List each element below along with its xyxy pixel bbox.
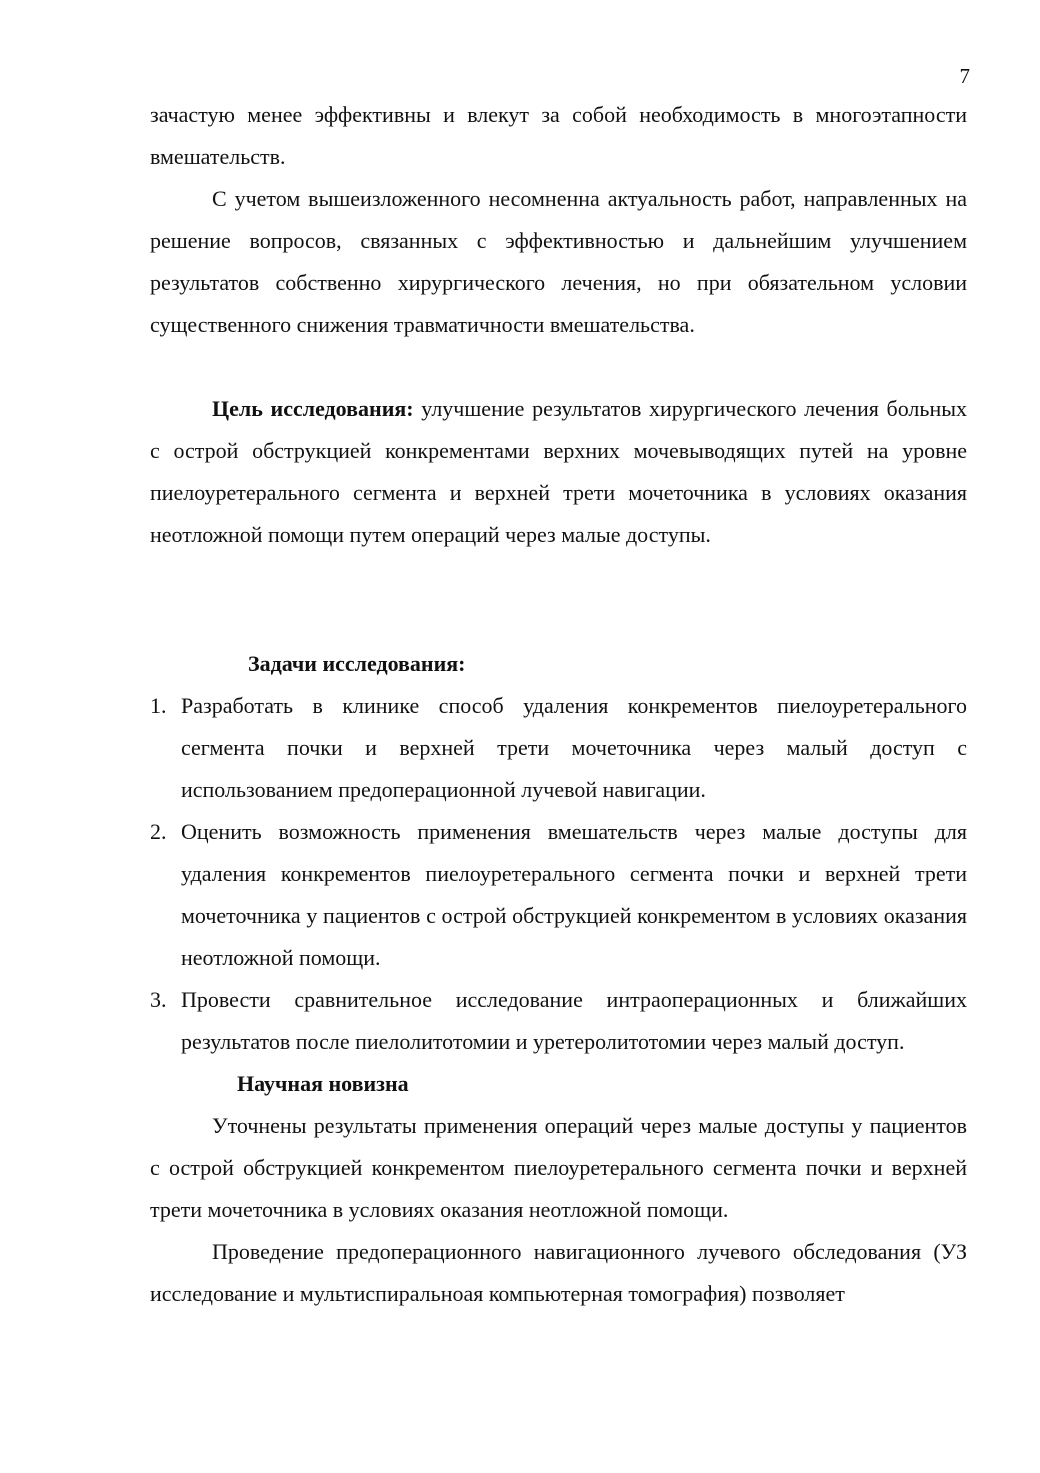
tasks-list: [150, 685, 967, 1063]
continuation-paragraph: зачастую менее эффективны и влекут за собой необходимость в многоэтапности вмешательств.: [150, 102, 967, 169]
novelty-paragraph-1: Уточнены результаты применения операций через малые доступы у пациентов с острой обструкцией конкрементом пиелоуретерального сегмента почки и верхней трети мочеточника в условиях оказания неотложной помощи.: [150, 1113, 967, 1222]
list-item: [150, 685, 967, 811]
page-number: 7: [959, 64, 970, 88]
list-item-number: 3.: [150, 987, 167, 1012]
list-item-text: Оценить возможность применения вмешательств через малые доступы для удаления конкрементов пиелоуретерального сегмента почки и верхней трети мочеточника у пациентов с острой обструкцией конкрементом в условиях оказания неотложной помощи.: [181, 819, 967, 970]
goal-label: Цель исследования:: [212, 396, 414, 421]
goal-paragraph: [150, 388, 967, 556]
list-item-number: 2.: [150, 819, 167, 844]
relevance-paragraph: С учетом вышеизложенного несомненна актуальность работ, направленных на решение вопросов, связанных с эффективностью и дальнейшим улучшением результатов собственно хирургического лечения, но при обязательном условии существенного снижения травматичности вмешательства.: [150, 186, 967, 337]
goal-text: улучшение результатов хирургического лечения больных с острой обструкцией конкрементами верхних мочевыводящих путей на уровне пиелоуретерального сегмента и верхней трети мочеточника в условиях оказания неотложной помощи путем операций через малые доступы.: [150, 396, 968, 547]
list-item-text: Провести сравнительное исследование интраоперационных и ближайших результатов после пиелолитотомии и уретеролитотомии через малый доступ.: [181, 987, 967, 1054]
list-item-text: Разработать в клинике способ удаления конкрементов пиелоуретерального сегмента почки и верхней трети мочеточника через малый доступ с использованием предоперационной лучевой навигации.: [181, 693, 967, 802]
body-text-block-1: [150, 94, 967, 556]
list-item: [150, 811, 967, 979]
tasks-heading: Задачи исследования:: [248, 651, 466, 676]
tasks-section: [150, 643, 967, 1315]
list-item-number: 1.: [150, 693, 167, 718]
novelty-paragraph-2: Проведение предоперационного навигационного лучевого обследования (УЗ исследование и мультиспиральноая компьютерная томография) позволяет: [150, 1239, 967, 1306]
novelty-heading: Научная новизна: [237, 1071, 409, 1096]
list-item: [150, 979, 967, 1063]
